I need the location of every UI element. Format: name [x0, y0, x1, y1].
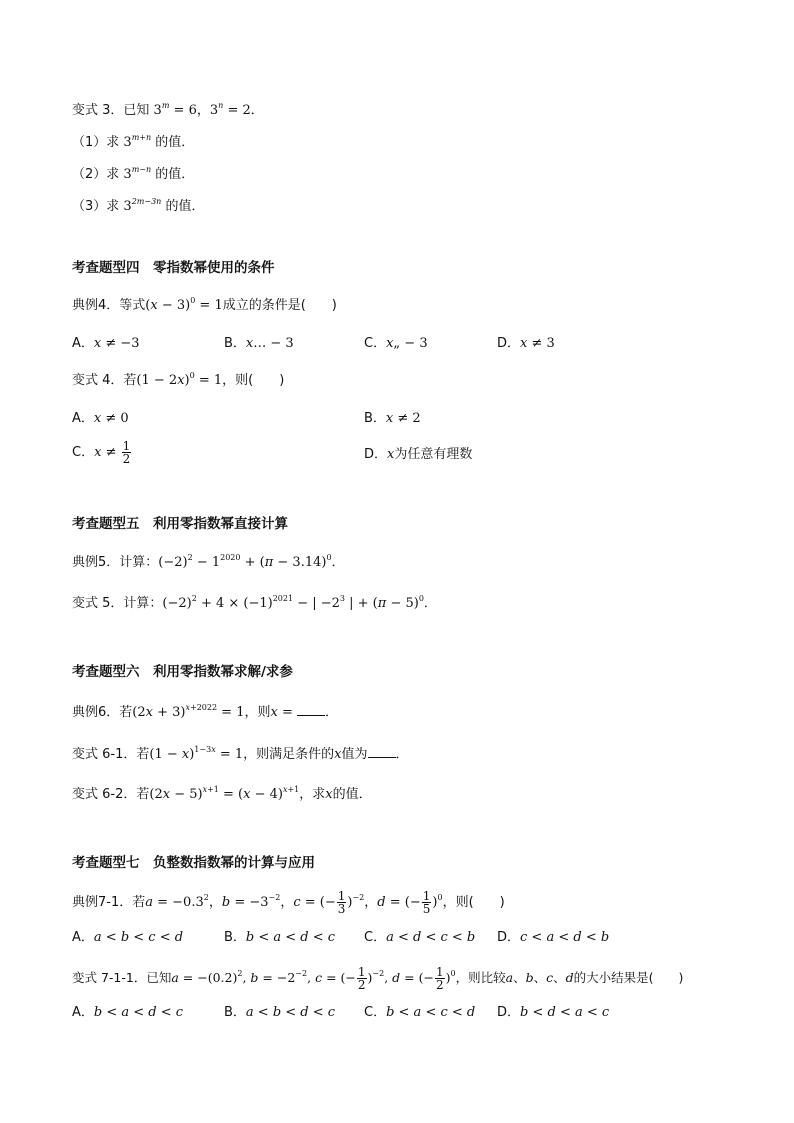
section4-variant-option-b[interactable]: B．x ≠ 2 [364, 411, 421, 426]
section4-variant-option-d[interactable]: D．x为任意有理数 [364, 447, 473, 462]
section6-variant2: 变式 6-2．若$(2x - 5)^{x+1} = (x - 4)^{x+1}$，求x的值． [72, 785, 372, 802]
section4-example: 典例4．等式$(x - 3)^0 = 1$成立的条件是( ) [72, 296, 337, 313]
section4-variant-option-c[interactable]: C．x ≠ $\frac{1}{2}$ [72, 439, 131, 466]
variant3-q2: （2）求 $3^{m-n}$ 的值． [72, 165, 195, 182]
section4-heading: 考查题型四 零指数幂使用的条件 [72, 260, 275, 276]
section7-example: 典例7-1．若$a = -0.3^2$，$b = -3^{-2}$，c = (− $\frac{1}{3}$ )$^{-2}$，d = (− $\frac{1}{5}$ )$^0$，则( ) [72, 889, 505, 916]
section4-example-option-b[interactable]: B．x… − 3 [224, 336, 294, 351]
section7-example-option-a[interactable]: A．a < b < c < d [72, 930, 184, 945]
variant3-q3: （3）求 $3^{2m-3n}$ 的值． [72, 197, 205, 214]
section4-example-option-a[interactable]: A．x ≠ −3 [72, 336, 140, 351]
section5-heading: 考查题型五 利用零指数幂直接计算 [72, 516, 288, 532]
section7-example-option-d[interactable]: D．c < a < d < b [497, 930, 610, 945]
section6-example: 典例6．若$(2x + 3)^{x+2022} = 1$，则x = ． [72, 703, 339, 720]
section7-example-option-c[interactable]: C．a < d < c < b [364, 930, 476, 945]
section4-variant-option-a[interactable]: A．x ≠ 0 [72, 411, 129, 426]
section7-variant-option-d[interactable]: D．b < d < a < c [497, 1005, 610, 1020]
section4-variant: 变式 4．若$(1 - 2x)^0 = 1$，则( ) [72, 371, 285, 388]
section7-variant-option-b[interactable]: B．a < b < d < c [224, 1005, 336, 1020]
section7-variant: 变式 7-1-1．已知$a = -(0.2)^2$, $b = -2^{-2}$, c = (− $\frac{1}{2}$ )$^{-2}$, d = (− $\frac{1}{2}$ )$^0$，则比较a、b、c、d的大小结果是( ) [72, 965, 684, 992]
section4-example-option-d[interactable]: D．x ≠ 3 [497, 336, 555, 351]
section5-example: 典例5．计算：$(-2)^2 - 1^{2020} + (\pi - 3.14)^0$． [72, 553, 345, 570]
section4-example-option-c[interactable]: C．x„ − 3 [364, 336, 428, 351]
section6-variant1: 变式 6-1．若$(1 - x)^{1-3x} = 1$，则满足条件的x值为 ． [72, 745, 409, 762]
variant3-text: 变式 3．已知 $3^m = 6$，$3^n = 2$． [72, 101, 264, 118]
section5-variant: 变式 5．计算：$(-2)^2 + 4 \times (-1)^{2021}$ − | $-2^3$ | + $(\pi - 5)^0$． [72, 594, 437, 611]
section7-example-option-b[interactable]: B．b < a < d < c [224, 930, 336, 945]
section6-heading: 考查题型六 利用零指数幂求解/求参 [72, 664, 293, 680]
section7-heading: 考查题型七 负整数指数幂的计算与应用 [72, 855, 315, 871]
section7-variant-option-c[interactable]: C．b < a < c < d [364, 1005, 476, 1020]
section7-variant-option-a[interactable]: A．b < a < d < c [72, 1005, 184, 1020]
variant3-q1: （1）求 $3^{m+n}$ 的值． [72, 133, 195, 150]
